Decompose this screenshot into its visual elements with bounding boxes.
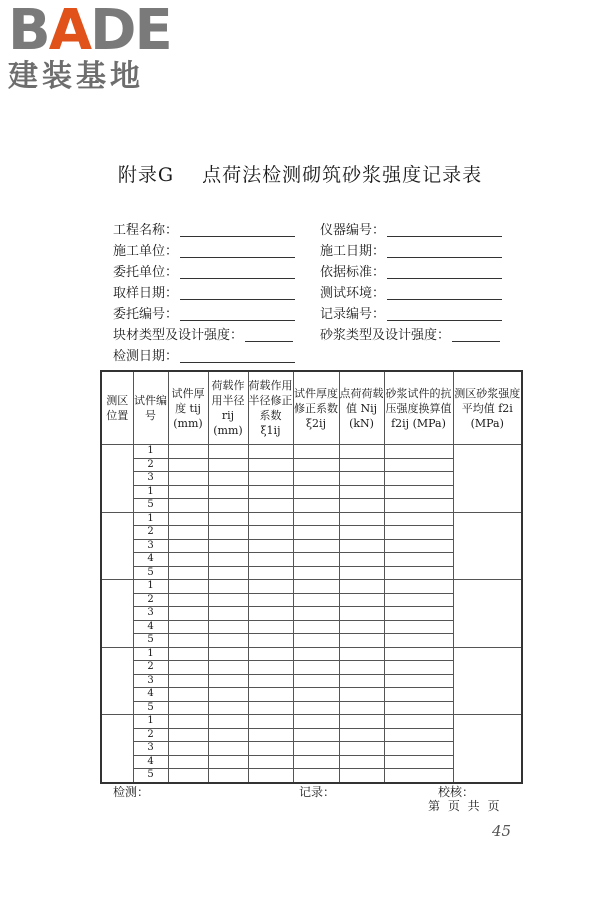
specimen-number-cell: 1 <box>133 445 168 459</box>
blank-cell <box>208 728 248 742</box>
blank-cell <box>384 485 453 499</box>
specimen-number-cell: 5 <box>133 634 168 648</box>
blank-cell <box>384 458 453 472</box>
blank-cell <box>384 715 453 729</box>
blank-cell <box>293 458 339 472</box>
blank-cell <box>248 539 293 553</box>
field-blank-line <box>245 341 293 342</box>
blank-cell <box>339 445 384 459</box>
field-label: 委托单位： <box>113 265 179 280</box>
blank-cell <box>168 701 208 715</box>
blank-cell <box>384 769 453 783</box>
blank-cell <box>208 620 248 634</box>
blank-cell <box>168 755 208 769</box>
blank-cell <box>339 755 384 769</box>
blank-cell <box>339 539 384 553</box>
field-blank-line <box>387 236 502 237</box>
blank-cell <box>293 485 339 499</box>
blank-cell <box>208 715 248 729</box>
blank-cell <box>384 742 453 756</box>
specimen-number-cell: 1 <box>133 485 168 499</box>
info-field <box>320 220 450 241</box>
blank-cell <box>384 553 453 567</box>
blank-cell <box>384 674 453 688</box>
blank-cell <box>384 607 453 621</box>
specimen-number-cell: 4 <box>133 620 168 634</box>
blank-cell <box>384 499 453 513</box>
blank-cell <box>208 769 248 783</box>
blank-cell <box>293 593 339 607</box>
blank-cell <box>208 445 248 459</box>
blank-cell <box>168 728 208 742</box>
field-blank-line <box>452 341 500 342</box>
blank-cell <box>339 580 384 594</box>
blank-cell <box>293 728 339 742</box>
blank-cell <box>248 755 293 769</box>
table-header-row <box>101 371 522 445</box>
info-field <box>320 241 450 262</box>
blank-cell <box>248 607 293 621</box>
fields-left-column <box>113 220 243 367</box>
column-header: 测区砂浆强度平均值 f2i (MPa) <box>453 371 522 445</box>
blank-cell <box>168 607 208 621</box>
logo-tagline: 建装基地 <box>8 59 144 94</box>
blank-cell <box>248 715 293 729</box>
zone-cell <box>101 715 133 783</box>
blank-cell <box>248 674 293 688</box>
table-row <box>101 512 522 526</box>
blank-cell <box>339 742 384 756</box>
zone-average-cell <box>453 512 522 580</box>
blank-cell <box>168 674 208 688</box>
blank-cell <box>208 485 248 499</box>
blank-cell <box>293 661 339 675</box>
blank-cell <box>293 512 339 526</box>
inspect-label: 检测： <box>113 785 150 799</box>
blank-cell <box>384 661 453 675</box>
table-row <box>101 647 522 661</box>
specimen-number-cell: 4 <box>133 688 168 702</box>
blank-cell <box>384 566 453 580</box>
blank-cell <box>248 620 293 634</box>
blank-cell <box>208 512 248 526</box>
blank-cell <box>208 607 248 621</box>
zone-average-cell <box>453 715 522 783</box>
blank-cell <box>293 769 339 783</box>
blank-cell <box>384 539 453 553</box>
blank-cell <box>248 742 293 756</box>
page-counter: 第 页 共 页 <box>428 799 502 813</box>
blank-cell <box>339 472 384 486</box>
blank-cell <box>293 674 339 688</box>
blank-cell <box>339 674 384 688</box>
blank-cell <box>168 661 208 675</box>
blank-cell <box>384 755 453 769</box>
blank-cell <box>168 593 208 607</box>
zone-cell <box>101 580 133 648</box>
field-label: 施工日期： <box>320 244 386 259</box>
specimen-number-cell: 5 <box>133 769 168 783</box>
logo-wordmark: BADE <box>8 0 171 63</box>
blank-cell <box>339 526 384 540</box>
blank-cell <box>339 458 384 472</box>
blank-cell <box>208 526 248 540</box>
blank-cell <box>208 458 248 472</box>
appendix-code: 附录G <box>117 164 175 186</box>
blank-cell <box>293 755 339 769</box>
blank-cell <box>168 580 208 594</box>
blank-cell <box>168 472 208 486</box>
field-blank-line <box>387 257 502 258</box>
column-header: 测区位置 <box>101 371 133 445</box>
blank-cell <box>339 661 384 675</box>
blank-cell <box>293 553 339 567</box>
blank-cell <box>168 634 208 648</box>
blank-cell <box>339 566 384 580</box>
blank-cell <box>384 688 453 702</box>
blank-cell <box>339 512 384 526</box>
blank-cell <box>168 499 208 513</box>
blank-cell <box>168 512 208 526</box>
blank-cell <box>208 755 248 769</box>
zone-cell <box>101 512 133 580</box>
field-blank-line <box>387 278 502 279</box>
field-label: 委托编号： <box>113 307 179 322</box>
blank-cell <box>384 445 453 459</box>
blank-cell <box>168 742 208 756</box>
info-field <box>113 346 243 367</box>
blank-cell <box>339 715 384 729</box>
blank-cell <box>208 499 248 513</box>
blank-cell <box>168 647 208 661</box>
blank-cell <box>248 499 293 513</box>
table-body <box>101 445 522 783</box>
column-header: 荷载作用半径修正系数 ξ1ij <box>248 371 293 445</box>
blank-cell <box>384 634 453 648</box>
blank-cell <box>293 647 339 661</box>
fields-right-column <box>320 220 450 346</box>
column-header: 试件厚度 tij (mm) <box>168 371 208 445</box>
check-label: 校核： <box>438 785 475 799</box>
info-field <box>320 304 450 325</box>
info-field <box>113 283 243 304</box>
blank-cell <box>339 634 384 648</box>
blank-cell <box>208 539 248 553</box>
blank-cell <box>168 715 208 729</box>
field-label: 块材类型及设计强度： <box>113 328 244 343</box>
blank-cell <box>248 526 293 540</box>
info-field <box>320 283 450 304</box>
blank-cell <box>168 769 208 783</box>
blank-cell <box>248 566 293 580</box>
specimen-number-cell: 3 <box>133 742 168 756</box>
blank-cell <box>168 445 208 459</box>
blank-cell <box>293 445 339 459</box>
table-row <box>101 715 522 729</box>
blank-cell <box>248 647 293 661</box>
blank-cell <box>208 553 248 567</box>
blank-cell <box>339 607 384 621</box>
blank-cell <box>168 553 208 567</box>
blank-cell <box>293 634 339 648</box>
blank-cell <box>384 647 453 661</box>
blank-cell <box>339 593 384 607</box>
info-field <box>113 241 243 262</box>
blank-cell <box>248 512 293 526</box>
specimen-number-cell: 5 <box>133 499 168 513</box>
info-field <box>113 262 243 283</box>
info-field <box>113 220 243 241</box>
specimen-number-cell: 5 <box>133 566 168 580</box>
blank-cell <box>208 674 248 688</box>
blank-cell <box>384 580 453 594</box>
field-blank-line <box>387 299 502 300</box>
bade-logo <box>8 2 183 94</box>
blank-cell <box>248 728 293 742</box>
blank-cell <box>293 580 339 594</box>
specimen-number-cell: 4 <box>133 755 168 769</box>
blank-cell <box>208 566 248 580</box>
blank-cell <box>339 701 384 715</box>
blank-cell <box>168 688 208 702</box>
field-label: 仪器编号： <box>320 223 386 238</box>
blank-cell <box>248 445 293 459</box>
blank-cell <box>339 499 384 513</box>
blank-cell <box>293 566 339 580</box>
info-field <box>320 325 450 346</box>
blank-cell <box>293 620 339 634</box>
specimen-number-cell: 2 <box>133 593 168 607</box>
column-header: 试件厚度修正系数 ξ2ij <box>293 371 339 445</box>
blank-cell <box>208 593 248 607</box>
blank-cell <box>293 526 339 540</box>
column-header: 荷载作用半径 rij (mm) <box>208 371 248 445</box>
blank-cell <box>384 620 453 634</box>
field-label: 工程名称： <box>113 223 179 238</box>
field-blank-line <box>180 257 295 258</box>
blank-cell <box>384 512 453 526</box>
blank-cell <box>168 526 208 540</box>
blank-cell <box>248 472 293 486</box>
info-field <box>113 325 243 346</box>
blank-cell <box>339 620 384 634</box>
specimen-number-cell: 1 <box>133 580 168 594</box>
blank-cell <box>168 485 208 499</box>
zone-average-cell <box>453 647 522 715</box>
field-label: 依据标准： <box>320 265 386 280</box>
field-blank-line <box>180 236 295 237</box>
specimen-number-cell: 2 <box>133 661 168 675</box>
blank-cell <box>293 472 339 486</box>
specimen-number-cell: 1 <box>133 512 168 526</box>
record-label: 记录： <box>299 785 336 799</box>
blank-cell <box>384 526 453 540</box>
blank-cell <box>208 634 248 648</box>
blank-cell <box>384 728 453 742</box>
blank-cell <box>208 661 248 675</box>
blank-cell <box>384 593 453 607</box>
record-table <box>100 370 523 784</box>
specimen-number-cell: 1 <box>133 715 168 729</box>
blank-cell <box>293 539 339 553</box>
blank-cell <box>293 607 339 621</box>
blank-cell <box>384 472 453 486</box>
blank-cell <box>168 539 208 553</box>
column-header: 点荷荷载值 Nij (kN) <box>339 371 384 445</box>
blank-cell <box>248 458 293 472</box>
specimen-number-cell: 4 <box>133 553 168 567</box>
blank-cell <box>384 701 453 715</box>
field-label: 检测日期： <box>113 349 179 364</box>
blank-cell <box>208 688 248 702</box>
specimen-number-cell: 1 <box>133 647 168 661</box>
blank-cell <box>339 688 384 702</box>
blank-cell <box>208 647 248 661</box>
zone-cell <box>101 647 133 715</box>
blank-cell <box>208 701 248 715</box>
specimen-number-cell: 2 <box>133 728 168 742</box>
specimen-number-cell: 3 <box>133 539 168 553</box>
field-label: 测试环境： <box>320 286 386 301</box>
blank-cell <box>248 661 293 675</box>
blank-cell <box>248 593 293 607</box>
field-label: 取样日期： <box>113 286 179 301</box>
blank-cell <box>339 728 384 742</box>
specimen-number-cell: 3 <box>133 472 168 486</box>
zone-average-cell <box>453 580 522 648</box>
blank-cell <box>248 634 293 648</box>
title-text: 点荷法检测砌筑砂浆强度记录表 <box>202 164 483 186</box>
specimen-number-cell: 3 <box>133 607 168 621</box>
blank-cell <box>208 742 248 756</box>
blank-cell <box>339 485 384 499</box>
info-field <box>113 304 243 325</box>
blank-cell <box>208 580 248 594</box>
blank-cell <box>248 688 293 702</box>
page-title <box>0 160 600 187</box>
table-row <box>101 580 522 594</box>
field-blank-line <box>180 278 295 279</box>
blank-cell <box>293 742 339 756</box>
column-header: 砂浆试件的抗压强度换算值 f2ij (MPa) <box>384 371 453 445</box>
field-blank-line <box>180 299 295 300</box>
field-label: 砂浆类型及设计强度： <box>320 328 451 343</box>
blank-cell <box>293 701 339 715</box>
specimen-number-cell: 2 <box>133 458 168 472</box>
field-blank-line <box>180 320 295 321</box>
specimen-number-cell: 5 <box>133 701 168 715</box>
table-row <box>101 445 522 459</box>
page-number: 45 <box>492 822 512 840</box>
blank-cell <box>168 566 208 580</box>
blank-cell <box>208 472 248 486</box>
zone-average-cell <box>453 445 522 513</box>
blank-cell <box>248 485 293 499</box>
field-label: 施工单位： <box>113 244 179 259</box>
field-blank-line <box>180 362 295 363</box>
blank-cell <box>168 620 208 634</box>
blank-cell <box>293 499 339 513</box>
info-field <box>320 262 450 283</box>
blank-cell <box>293 688 339 702</box>
blank-cell <box>339 647 384 661</box>
field-label: 记录编号： <box>320 307 386 322</box>
blank-cell <box>168 458 208 472</box>
blank-cell <box>248 580 293 594</box>
blank-cell <box>339 553 384 567</box>
specimen-number-cell: 2 <box>133 526 168 540</box>
blank-cell <box>248 769 293 783</box>
zone-cell <box>101 445 133 513</box>
field-blank-line <box>387 320 502 321</box>
blank-cell <box>248 701 293 715</box>
blank-cell <box>248 553 293 567</box>
blank-cell <box>293 715 339 729</box>
column-header: 试件编号 <box>133 371 168 445</box>
specimen-number-cell: 3 <box>133 674 168 688</box>
blank-cell <box>339 769 384 783</box>
